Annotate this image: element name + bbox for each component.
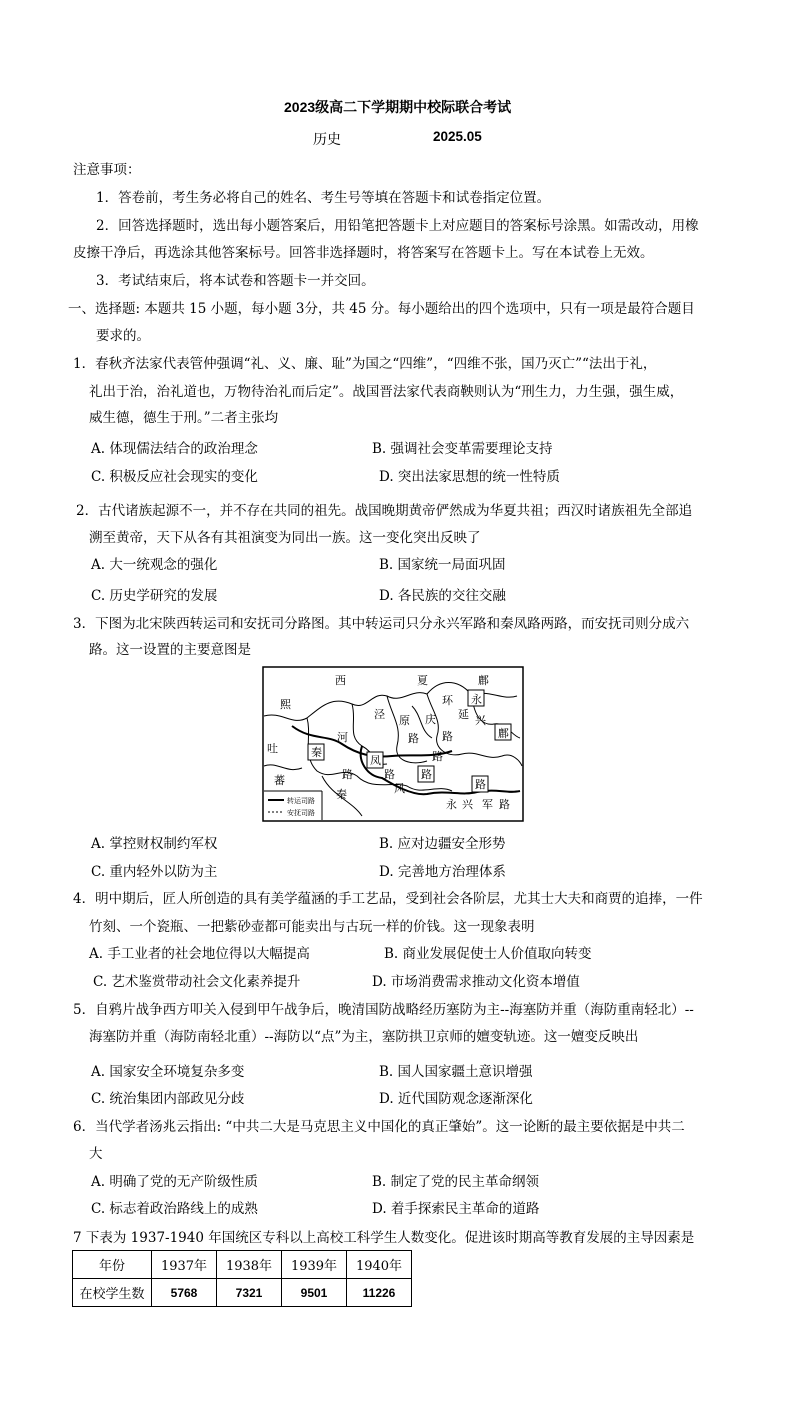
question-5-stem-2: 海塞防并重（海防南轻北重）--海防以“点”为主，塞防拱卫京师的嬗变轨迹。这一嬗变反映出 [89, 1029, 639, 1045]
question-5-option-c[interactable]: C. 统治集团内部政见分歧 [91, 1091, 245, 1107]
question-6-option-d[interactable]: D. 着手探索民主革命的道路 [372, 1201, 540, 1217]
question-4-option-d[interactable]: D. 市场消费需求推动文化资本增值 [372, 974, 580, 990]
table-cell: 9501 [282, 1279, 347, 1307]
map-label: 路 [475, 778, 486, 791]
map-label: 凤 [370, 754, 381, 767]
map-label: 延 [458, 708, 469, 721]
map-legend-transport: 转运司路 [287, 797, 315, 805]
map-label: 路 [442, 730, 453, 743]
notice-heading: 注意事项： [73, 162, 141, 178]
question-6-stem-1: 6．当代学者汤兆云指出: “中共二大是马克思主义中国化的真正肇始”。这一论断的最主要依据是中共二 [73, 1119, 685, 1135]
question-2-option-a[interactable]: A. 大一统观念的强化 [91, 557, 218, 573]
notice-item-2: 2．回答选择题时，选出每小题答案后，用铅笔把答题卡上对应题目的答案标号涂黑。如需改动，用橡 [96, 218, 699, 234]
table-cell: 7321 [217, 1279, 282, 1307]
question-5-option-a[interactable]: A. 国家安全环境复杂多变 [91, 1064, 245, 1080]
map-label: 秦 [311, 746, 322, 759]
question-1-option-c[interactable]: C. 积极反应社会现实的变化 [91, 469, 258, 485]
map-label: 西 [335, 674, 346, 687]
question-1-option-d[interactable]: D. 突出法家思想的统一性特质 [379, 469, 560, 485]
map-legend-pacification: 安抚司路 [287, 809, 315, 817]
question-3-option-a[interactable]: A. 掌控财权制约军权 [91, 836, 218, 852]
table-cell: 11226 [347, 1279, 412, 1307]
student-count-table [72, 1250, 412, 1307]
map-label: 路 [432, 750, 443, 763]
question-5-stem-1: 5．自鸦片战争西方叩关入侵到甲午战争后，晚清国防战略经历塞防为主--海塞防并重（海防重南轻北）-- [73, 1002, 694, 1018]
question-2-option-c[interactable]: C. 历史学研究的发展 [91, 588, 218, 604]
map-label: 熙 [280, 698, 291, 711]
question-2-option-b[interactable]: B. 国家统一局面巩固 [379, 557, 506, 573]
question-7-stem: 7 下表为 1937-1940 年国统区专科以上高校工科学生人数变化。促进该时期高等教育发展的主导因素是 [73, 1230, 695, 1246]
question-2-stem-2: 溯至黄帝，天下从各有其祖演变为同出一族。这一变化突出反映了 [89, 530, 481, 546]
question-4-option-b[interactable]: B. 商业发展促使士人价值取向转变 [384, 946, 592, 962]
question-3-stem-2: 路。这一设置的主要意图是 [89, 642, 251, 658]
table-header-cell: 1940年 [347, 1251, 412, 1279]
question-6-stem-2: 大 [89, 1146, 103, 1162]
question-3-option-d[interactable]: D. 完善地方治理体系 [379, 864, 506, 880]
question-4-option-c[interactable]: C. 艺术鉴赏带动社会文化素养提升 [93, 974, 301, 990]
question-6-option-b[interactable]: B. 制定了党的民主革命纲领 [372, 1174, 540, 1190]
notice-item-3: 3．考试结束后，将本试卷和答题卡一并交回。 [96, 273, 375, 289]
notice-item-2-cont: 皮擦干净后，再选涂其他答案标号。回答非选择题时，将答案写在答题卡上。写在本试卷上无效。 [73, 245, 654, 261]
question-1-option-b[interactable]: B. 强调社会变革需要理论支持 [372, 441, 553, 457]
map-label: 夏 [417, 674, 428, 687]
question-3-option-c[interactable]: C. 重内轻外以防为主 [91, 864, 218, 880]
table-row-label: 在校学生数 [73, 1279, 152, 1307]
notice-item-1: 1．答卷前，考生务必将自己的姓名、考生号等填在答题卡和试卷指定位置。 [96, 190, 551, 206]
question-1-option-a[interactable]: A. 体现儒法结合的政治理念 [91, 441, 258, 457]
table-header-cell: 1938年 [217, 1251, 282, 1279]
question-1-stem-3: 威生德，德生于刑。”二者主张均 [89, 410, 279, 426]
question-1-stem-2: 礼出于治，治礼道也，万物待治礼而后定”。战国晋法家代表商鞅则认为“刑生力，力生强，强生威， [89, 384, 684, 400]
map-label: 路 [408, 732, 419, 745]
question-5-option-b[interactable]: B. 国人国家疆土意识增强 [379, 1064, 533, 1080]
map-label: 鄜 [498, 727, 509, 740]
map-label: 永 [446, 798, 457, 811]
subject-label: 历史 [313, 132, 341, 148]
question-4-stem-1: 4．明中期后，匠人所创造的具有美学蕴涵的手工艺品，受到社会各阶层，尤其士大夫和商贾的追捧，一件 [73, 891, 703, 907]
section-instruction-cont: 要求的。 [96, 328, 150, 344]
question-3-stem-1: 3．下图为北宋陕西转运司和安抚司分路图。其中转运司只分永兴军路和秦凤路两路，而安抚司则分成六 [73, 616, 690, 632]
map-label: 路 [384, 768, 395, 781]
table-row [73, 1279, 412, 1307]
table-header-row [73, 1251, 412, 1279]
exam-title: 2023级高二下学期期中校际联合考试 [284, 99, 512, 115]
song-shaanxi-map [262, 666, 524, 822]
map-label: 兴 [475, 714, 486, 727]
question-6-option-c[interactable]: C. 标志着政治路线上的成熟 [91, 1201, 258, 1217]
map-label: 庆 [425, 713, 436, 726]
question-5-option-d[interactable]: D. 近代国防观念逐渐深化 [379, 1091, 533, 1107]
table-header-cell: 1937年 [152, 1251, 217, 1279]
map-label: 秦 [336, 788, 347, 801]
exam-date: 2025.05 [433, 129, 482, 144]
table-header-cell: 1939年 [282, 1251, 347, 1279]
map-label: 环 [442, 694, 453, 707]
question-3-option-b[interactable]: B. 应对边疆安全形势 [379, 836, 506, 852]
map-label: 风 [394, 782, 405, 795]
map-label: 泾 [374, 708, 385, 721]
map-label: 鄜 [478, 674, 489, 687]
map-label: 吐 [267, 742, 278, 755]
section-instruction: 一、选择题: 本题共 15 小题，每小题 3分，共 45 分。每小题给出的四个选项中，只有一项是最符合题目 [68, 301, 695, 317]
question-6-option-a[interactable]: A. 明确了党的无产阶级性质 [91, 1174, 258, 1190]
question-1-stem-1: 1．春秋齐法家代表管仲强调“礼、义、廉、耻”为国之“四维”，“四维不张，国乃灭亡”“法出于礼， [73, 356, 657, 372]
map-label: 蕃 [274, 774, 285, 787]
map-label: 兴 [462, 798, 473, 811]
question-2-option-d[interactable]: D. 各民族的交往交融 [379, 588, 506, 604]
map-label: 路 [499, 798, 510, 811]
map-label: 路 [342, 768, 353, 781]
map-label: 河 [337, 731, 348, 744]
question-2-stem-1: 2．古代诸族起源不一，并不存在共同的祖先。战国晚期黄帝俨然成为华夏共祖；西汉时诸族祖先全部追 [76, 503, 693, 519]
question-4-option-a[interactable]: A. 手工业者的社会地位得以大幅提高 [89, 946, 310, 962]
table-header-cell: 年份 [73, 1251, 152, 1279]
map-label: 军 [482, 798, 493, 811]
table-cell: 5768 [152, 1279, 217, 1307]
map-svg [262, 666, 524, 822]
map-label: 永 [471, 693, 482, 706]
map-label: 路 [421, 768, 432, 781]
map-label: 原 [399, 714, 410, 727]
question-4-stem-2: 竹刻、一个瓷瓶、一把紫砂壶都可能卖出与古玩一样的价钱。这一现象表明 [89, 919, 535, 935]
